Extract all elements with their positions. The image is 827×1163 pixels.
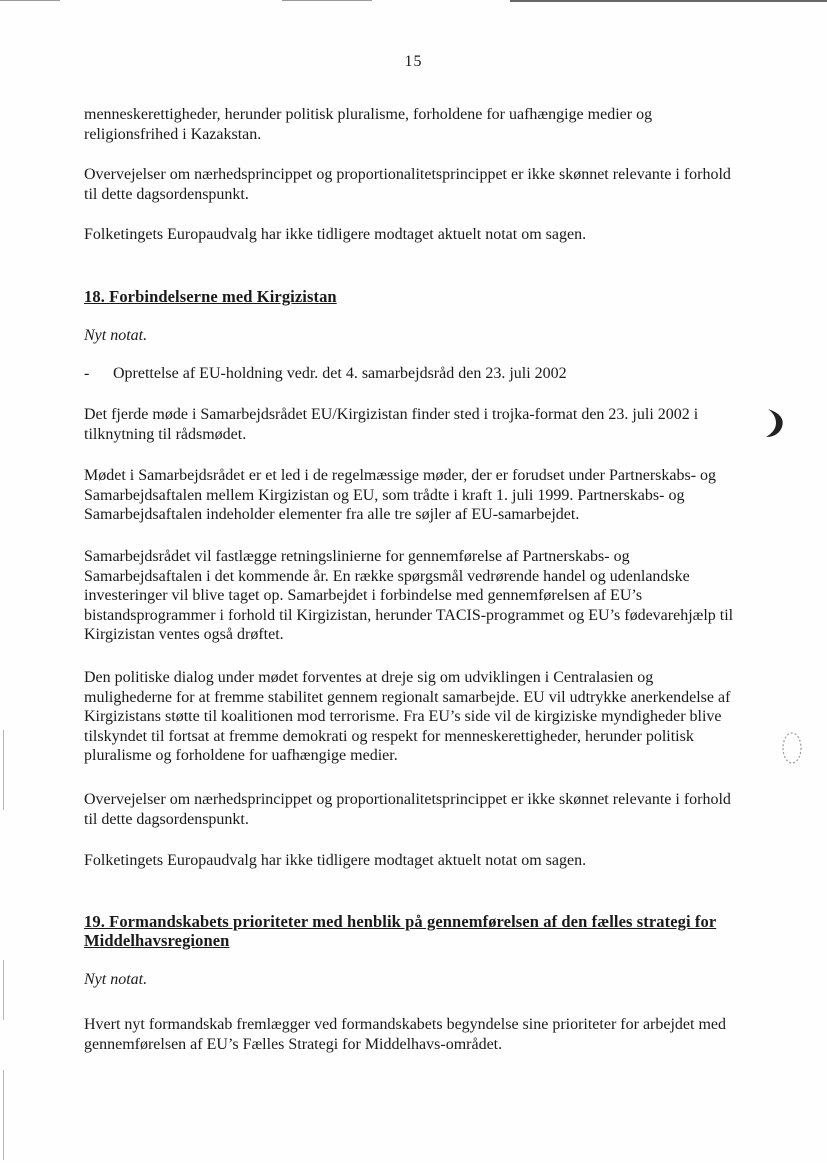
bullet-dash: - bbox=[84, 365, 90, 382]
section-18-paragraph-4: Den politiske dialog under mødet forventes at dreje sig om udviklingen i Centralasien og mulighederne for at fremme stabilitet gennem regionalt samarbejde. EU vil udtrykke anerkendelse af Kirgizistans støtte til koalitionen mod terrorisme. Fra EU’s side vil de kirgiziske myndigheder blive tilskyndet til fortsat at fremme demokrati og respekt for menneskerettigheder, herunder politisk pluralisme og forholdene for uafhængige medier. bbox=[84, 669, 731, 764]
section-18-paragraph-5: Overvejelser om nærhedsprincippet og proportionalitetsprincippet er ikke skønnet relevante i forhold til dette dagsordenspunkt. bbox=[84, 791, 731, 828]
section-19-paragraph-1: Hvert nyt formandskab fremlægger ved formandskabets begyndelse sine prioriteter for arbejdet med gennemførelsen af EU’s Fælles Strategi for Middelhavs-området. bbox=[84, 1016, 727, 1053]
intro-paragraph-2: Overvejelser om nærhedsprincippet og proportionalitetsprincippet er ikke skønnet relevante i forhold til dette dagsordenspunkt. bbox=[84, 166, 731, 203]
hole-punch-mark bbox=[780, 728, 804, 768]
scan-edge-top bbox=[0, 0, 827, 3]
hole-punch-mark bbox=[760, 405, 790, 441]
section-19-note: Nyt notat. bbox=[84, 971, 148, 988]
section-18-paragraph-3: Samarbejdsrådet vil fastlægge retningslinierne for gennemførelse af Partnerskabs- og Samarbejdsaftalen i det kommende år. En række spørgsmål vedrørende handel og udenlandske investeringer vil blive taget op. Samarbejdet i forbindelse med gennemførelsen af EU’s bistandsprogrammer i forhold til Kirgizistan, herunder TACIS-programmet og EU’s fødevarehjælp til Kirgizistan ventes også drøftet. bbox=[84, 548, 734, 643]
section-18-note: Nyt notat. bbox=[84, 327, 148, 344]
intro-paragraph-1: menneskerettigheder, herunder politisk pluralisme, forholdene for uafhængige medier og religionsfrihed i Kazakstan. bbox=[84, 106, 653, 143]
page-number: 15 bbox=[404, 53, 423, 70]
section-18-heading: 18. Forbindelserne med Kirgizistan bbox=[84, 287, 337, 306]
section-18-paragraph-6: Folketingets Europaudvalg har ikke tidligere modtaget aktuelt notat om sagen. bbox=[84, 852, 587, 869]
scan-edge-left bbox=[3, 1070, 4, 1160]
intro-paragraph-3: Folketingets Europaudvalg har ikke tidligere modtaget aktuelt notat om sagen. bbox=[84, 226, 587, 243]
section-18-paragraph-2: Mødet i Samarbejdsrådet er et led i de regelmæssige møder, der er forudset under Partnerskabs- og Samarbejdsaftalen mellem Kirgizistan og EU, som trådte i kraft 1. juli 1999. Partnerskabs- og Samarbejdsaftalen indeholder elementer fra alle tre søjler af EU-samarbejdet. bbox=[84, 467, 717, 523]
scan-edge-left bbox=[3, 960, 4, 1020]
scan-edge-left bbox=[3, 730, 4, 810]
section-18-bullet: Oprettelse af EU-holdning vedr. det 4. samarbejdsråd den 23. juli 2002 bbox=[113, 365, 567, 382]
section-19-heading: 19. Formandskabets prioriteter med henblik på gennemførelsen af den fælles strategi for Middelhavsregionen bbox=[84, 912, 717, 950]
section-18-paragraph-1: Det fjerde møde i Samarbejdsrådet EU/Kirgizistan finder sted i trojka-format den 23. juli 2002 i tilknytning til rådsmødet. bbox=[84, 406, 699, 443]
